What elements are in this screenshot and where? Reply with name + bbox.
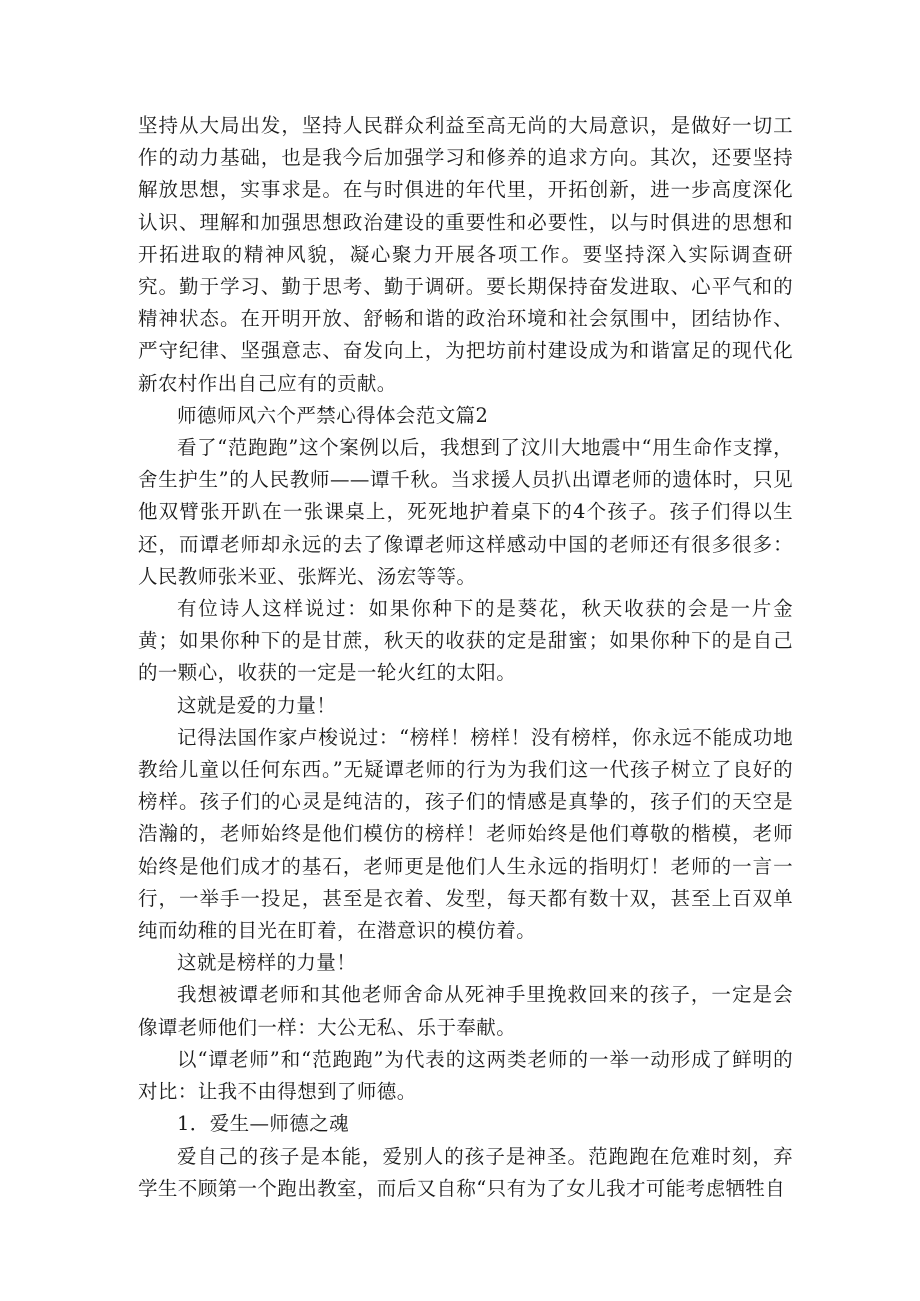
paragraph: 这就是爱的力量！ (177, 693, 337, 717)
numbered-heading: 1．爱生—师德之魂 (177, 1112, 350, 1136)
paragraph: 看了“范跑跑”这个案例以后，我想到了汶川大地震中“用生命作支撑，舍生护生”的人民教师——谭千秋。当求援人员扒出谭老师的遗体时，只见他双臂张开趴在一张课桌上，死死地护着桌下的4个孩子。孩子们得以生还，而谭老师却永远的去了像谭老师这样感动中国的老师还有很多很多：人民教师张米亚、张辉光、汤宏等等。 (138, 436, 793, 588)
document-body (138, 110, 793, 1205)
paragraph: 记得法国作家卢梭说过：“榜样！榜样！没有榜样，你永远不能成功地教给儿童以任何东西。”无疑谭老师的行为为我们这一代孩子树立了良好的榜样。孩子们的心灵是纯洁的，孩子们的情感是真挚的，孩子们的天空是浩瀚的，老师始终是他们模仿的榜样！老师始终是他们尊敬的楷模，老师始终是他们成才的基石，老师更是他们人生永远的指明灯！老师的一言一行，一举手一投足，甚至是衣着、发型，每天都有数十双，甚至上百双单纯而幼稚的目光在盯着，在潜意识的模仿着。 (138, 725, 793, 943)
paragraph: 有位诗人这样说过：如果你种下的是葵花，秋天收获的会是一片金黄；如果你种下的是甘蔗，秋天的收获的定是甜蜜；如果你种下的是自己的一颗心，收获的一定是一轮火红的太阳。 (138, 597, 793, 685)
section-heading: 师德师风六个严禁心得体会范文篇2 (177, 403, 489, 427)
paragraph: 爱自己的孩子是本能，爱别人的孩子是神圣。范跑跑在危难时刻，弃学生不顾第一个跑出教室，而后又自称“只有为了女儿我才可能考虑牺牲自 (138, 1144, 793, 1200)
paragraph: 我想被谭老师和其他老师舍命从死神手里挽救回来的孩子，一定是会像谭老师他们一样：大公无私、乐于奉献。 (138, 983, 793, 1039)
paragraph: 以“谭老师”和“范跑跑”为代表的这两类老师的一举一动形成了鲜明的对比：让我不由得想到了师德。 (138, 1047, 793, 1104)
paragraph-continuation: 坚持从大局出发，坚持人民群众利益至高无尚的大局意识，是做好一切工作的动力基础，也是我今后加强学习和修养的追求方向。其次，还要坚持解放思想，实事求是。在与时俱进的年代里，开拓创新，进一步高度深化认识、理解和加强思想政治建设的重要性和必要性，以与时俱进的思想和开拓进取的精神风貌，凝心聚力开展各项工作。要坚持深入实际调查研究。勤于学习、勤于思考、勤于调研。要长期保持奋发进取、心平气和的精神状态。在开明开放、舒畅和谐的政治环境和社会氛围中，团结协作、严守纪律、坚强意志、奋发向上，为把坊前村建设成为和谐富足的现代化新农村作出自己应有的贡献。 (138, 114, 793, 395)
paragraph: 这就是榜样的力量！ (177, 951, 357, 975)
